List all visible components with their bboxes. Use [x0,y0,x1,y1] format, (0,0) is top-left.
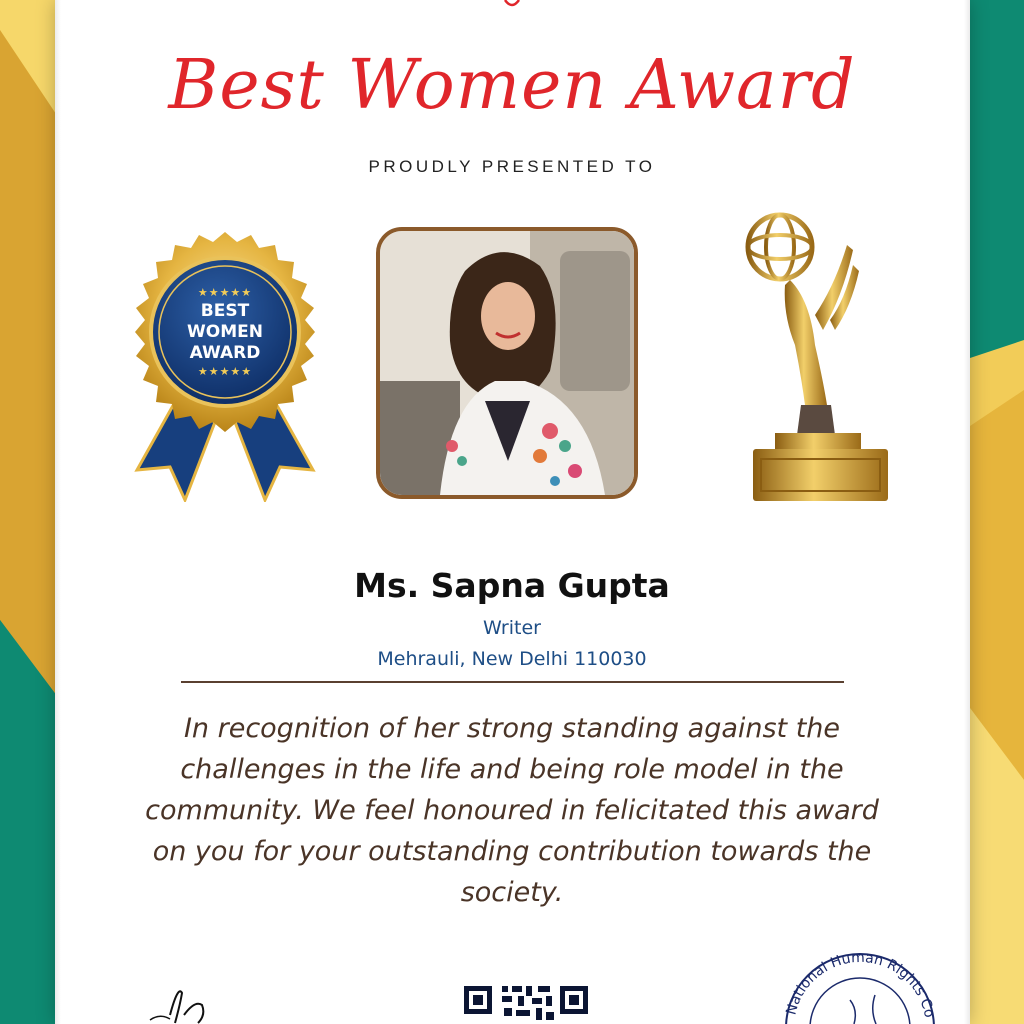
paper-shadow-right [964,0,970,1024]
citation-text: In recognition of her strong standing against the challenges in the life and being role model in the community. We feel honoured in felicitated this award on you for your outstanding contribution towards the society. [145,713,879,908]
badge-line-2: WOMEN [187,322,263,342]
badge-line-3: AWARD [189,343,261,363]
divider [181,681,844,683]
recipient-role: Writer [483,617,541,639]
official-seal [780,950,940,1024]
signature [140,975,220,1024]
portrait-illustration [380,231,634,495]
badge-stars-top: ★★★★★ [197,286,253,299]
badge-line-1: BEST [200,301,250,321]
recipient-photo [376,227,638,499]
certificate-title: Best Women Award [168,46,856,125]
recipient-name: Ms. Sapna Gupta [354,566,670,605]
ornament-icon [503,0,521,12]
qr-code[interactable] [462,984,592,1024]
svg-text:National Human Rights Co [783,950,937,1019]
badge-stars-bottom: ★★★★★ [197,365,253,378]
paper-shadow-left [55,0,61,1024]
seal-text: National Human Rights Co [783,950,938,1020]
award-rosette-badge [115,232,335,502]
trophy-icon [735,205,900,510]
recipient-address: Mehrauli, New Delhi 110030 [377,648,647,670]
certificate-subtitle: PROUDLY PRESENTED TO [368,157,656,176]
